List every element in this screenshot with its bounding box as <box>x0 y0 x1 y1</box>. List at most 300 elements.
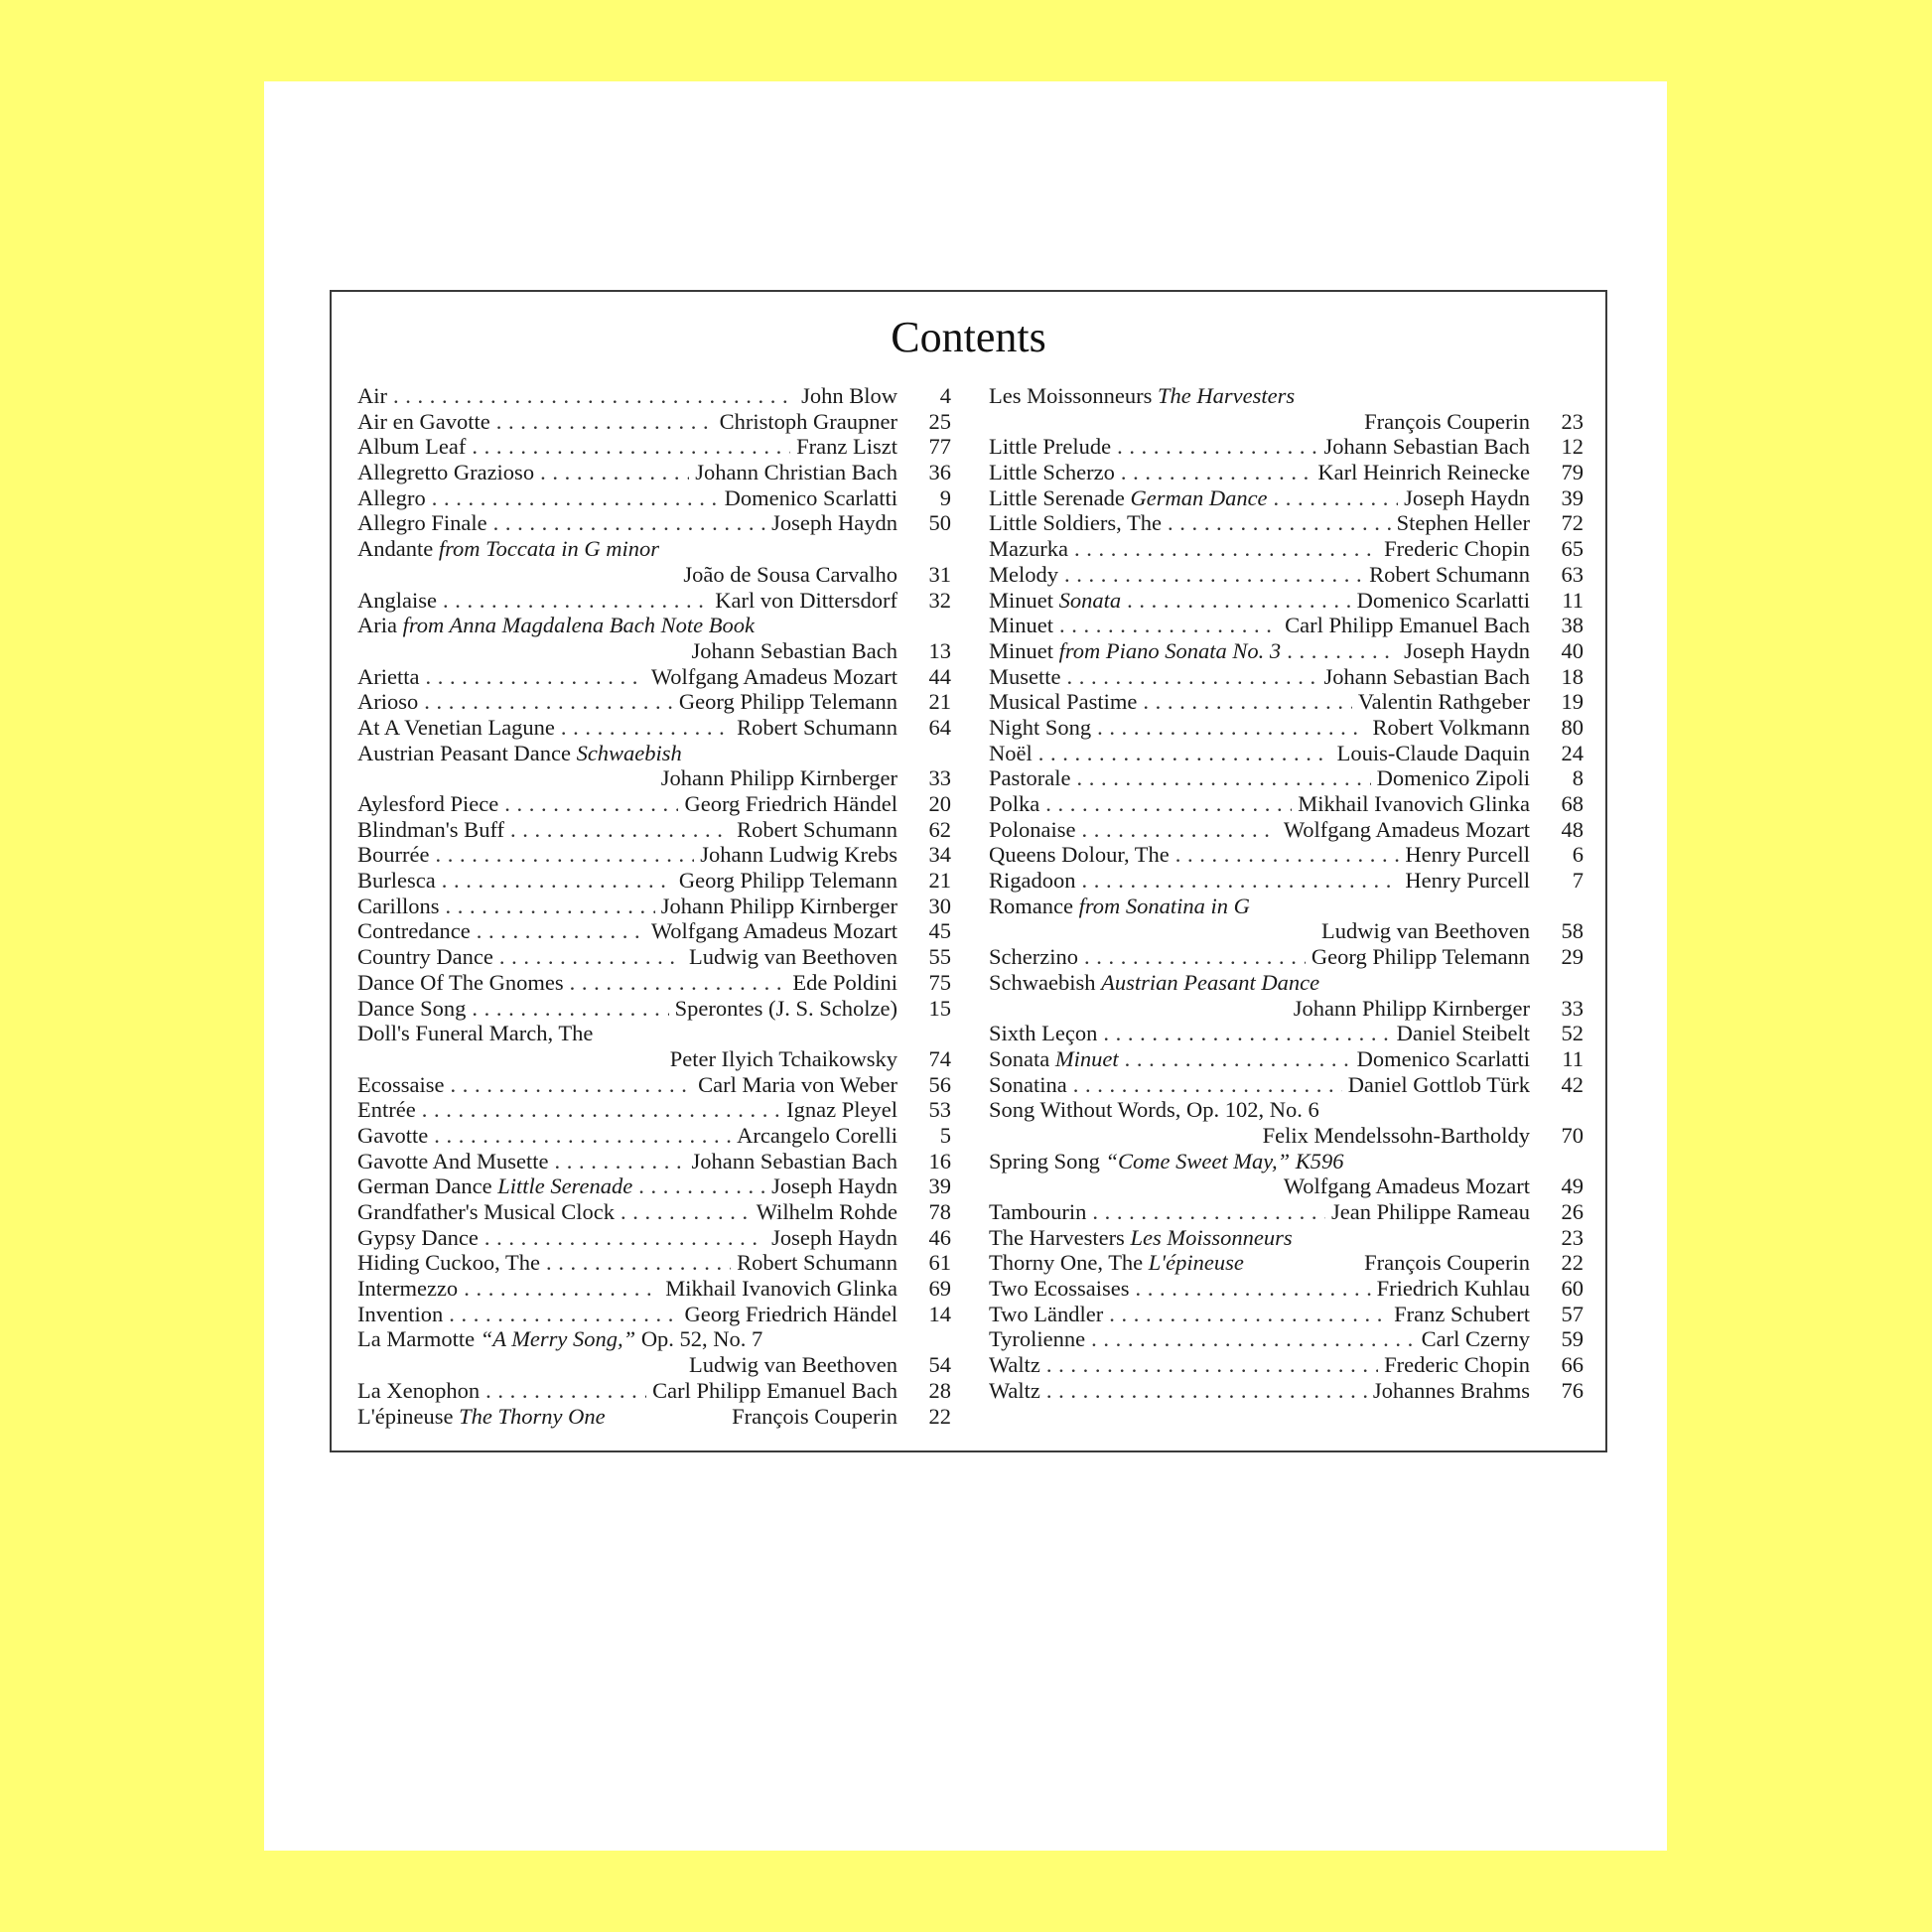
dot-leader <box>546 1250 731 1276</box>
entry-title <box>357 1302 443 1327</box>
contents-entry <box>989 1149 1584 1174</box>
entry-page-number: 40 <box>1561 637 1584 663</box>
dot-leader <box>1091 1326 1416 1352</box>
dot-leader <box>493 510 766 536</box>
entry-title <box>357 894 440 919</box>
entry-subtitle: Little Serenade <box>497 1173 633 1199</box>
entry-title-text: Pastorale <box>989 765 1071 791</box>
entry-title <box>989 765 1070 791</box>
entry-title-text: L'épineuse <box>357 1403 454 1429</box>
dot-leader <box>499 944 683 970</box>
dot-leader <box>446 894 655 919</box>
entry-title <box>357 1276 458 1302</box>
entry-title-text: Austrian Peasant Dance <box>357 740 571 765</box>
contents-entry <box>989 383 1584 409</box>
entry-title <box>357 996 466 1022</box>
entry-title-text: Invention <box>357 1301 444 1326</box>
dot-leader <box>510 817 731 843</box>
entry-title <box>989 1276 1130 1302</box>
entry-title <box>357 1378 480 1404</box>
contents-entry <box>357 638 951 664</box>
entry-title-text: Musical Pastime <box>989 689 1138 715</box>
contents-entry <box>357 1326 951 1352</box>
entry-title-text: Andante <box>357 536 434 562</box>
contents-entry <box>989 1326 1584 1352</box>
entry-page-number: 46 <box>928 1224 951 1250</box>
entry-title <box>357 1123 428 1149</box>
entry-title-text: Queens Dolour, The <box>989 842 1170 868</box>
entry-title-tail: Op. 52, No. 7 <box>635 1326 763 1352</box>
entry-composer: Valentin Rathgeber <box>1357 689 1530 715</box>
contents-entry <box>357 510 951 536</box>
entry-title <box>989 894 1250 919</box>
entry-title-text: Little Scherzo <box>989 460 1115 485</box>
entry-page-number: 50 <box>928 510 951 536</box>
entry-composer: Carl Czerny <box>1421 1326 1530 1352</box>
contents-entry <box>357 1378 951 1404</box>
entry-title <box>989 1097 1319 1123</box>
entry-composer: Domenico Zipoli <box>1376 765 1530 791</box>
contents-entry <box>989 765 1584 791</box>
dot-leader <box>1109 1302 1388 1327</box>
contents-entry <box>357 1276 951 1302</box>
entry-title <box>357 536 659 562</box>
entry-composer: Johann Philipp Kirnberger <box>1293 995 1530 1021</box>
dot-leader <box>1136 1276 1371 1302</box>
contents-entry <box>989 1072 1584 1098</box>
entry-page-number: 79 <box>1561 460 1584 485</box>
entry-title <box>989 1302 1103 1327</box>
entry-composer: Johann Philipp Kirnberger <box>660 765 897 791</box>
entry-title <box>357 664 419 690</box>
contents-entry <box>989 1046 1584 1072</box>
contents-entry <box>989 460 1584 485</box>
entry-title <box>357 1097 416 1123</box>
entry-page-number: 59 <box>1561 1326 1584 1352</box>
entry-title-text: Arietta <box>357 663 420 689</box>
entry-title <box>989 1326 1085 1352</box>
dot-leader <box>1097 715 1366 741</box>
entry-title-text: Minuet <box>989 613 1053 638</box>
contents-entry <box>989 613 1584 638</box>
entry-title <box>357 485 426 511</box>
entry-page-number: 48 <box>1561 816 1584 842</box>
contents-entry <box>989 1250 1584 1276</box>
entry-title-text: Gypsy Dance <box>357 1224 479 1250</box>
contents-entry <box>357 562 951 588</box>
contents-entry <box>357 536 951 562</box>
entry-title-text: Ecossaise <box>357 1071 445 1097</box>
entry-subtitle: Sonata <box>1058 587 1122 613</box>
dot-leader <box>1084 944 1306 970</box>
entry-title-text: Two Ländler <box>989 1301 1104 1326</box>
entry-title-text: Schwaebish <box>989 969 1096 995</box>
dot-leader <box>424 689 673 715</box>
entry-composer: Franz Liszt <box>796 434 897 460</box>
entry-title <box>989 510 1162 536</box>
entry-title-text: Dance Song <box>357 995 467 1021</box>
entry-title <box>357 1149 548 1174</box>
entry-page-number: 77 <box>928 434 951 460</box>
entry-subtitle: “A Merry Song,” <box>480 1326 636 1352</box>
entry-composer: Carl Maria von Weber <box>698 1071 897 1097</box>
entry-title-text: Waltz <box>989 1377 1040 1403</box>
dot-leader <box>1274 485 1399 511</box>
entry-composer: Henry Purcell <box>1405 842 1530 868</box>
entry-composer: Friedrich Kuhlau <box>1376 1276 1530 1302</box>
entry-title-text: Gavotte And Musette <box>357 1148 549 1173</box>
entry-subtitle: Minuet <box>1054 1045 1119 1071</box>
dot-leader <box>1168 510 1391 536</box>
entry-title-text: Dance Of The Gnomes <box>357 969 564 995</box>
contents-entry <box>357 1021 951 1046</box>
contents-column-right <box>989 383 1584 1404</box>
entry-page-number: 39 <box>928 1173 951 1199</box>
entry-page-number: 11 <box>1562 1045 1584 1071</box>
contents-entry <box>357 460 951 485</box>
entry-title-text: German Dance <box>357 1173 492 1199</box>
contents-entry <box>989 894 1584 919</box>
contents-entry <box>357 1097 951 1123</box>
entry-page-number: 33 <box>928 765 951 791</box>
entry-title-text: Doll's Funeral March, The <box>357 1021 594 1046</box>
entry-title <box>357 1225 479 1251</box>
entry-title-text: Little Serenade <box>989 484 1125 510</box>
entry-composer: Joseph Haydn <box>771 1224 897 1250</box>
contents-entry <box>357 409 951 435</box>
entry-composer: Wolfgang Amadeus Mozart <box>650 663 897 689</box>
contents-entry <box>357 1404 951 1430</box>
entry-composer: Mikhail Ivanovich Glinka <box>1298 791 1530 816</box>
entry-composer: Mikhail Ivanovich Glinka <box>665 1276 897 1302</box>
entry-page-number: 8 <box>1572 765 1584 791</box>
dot-leader <box>1103 1021 1390 1046</box>
entry-title-text: Arioso <box>357 689 419 715</box>
entry-title <box>357 817 504 843</box>
entry-title-text: The Harvesters <box>989 1224 1125 1250</box>
entry-page-number: 64 <box>928 714 951 740</box>
dot-leader <box>434 1123 731 1149</box>
dot-leader <box>540 460 689 485</box>
dot-leader <box>477 918 645 944</box>
entry-page-number: 70 <box>1561 1122 1584 1148</box>
entry-page-number: 21 <box>928 689 951 715</box>
dot-leader <box>570 970 787 996</box>
dot-leader <box>450 1072 692 1098</box>
entry-composer: Robert Schumann <box>737 816 897 842</box>
dot-leader <box>504 791 678 817</box>
contents-entry <box>357 817 951 843</box>
dot-leader <box>472 996 668 1022</box>
entry-title-text: Les Moissonneurs <box>989 383 1153 408</box>
entry-page-number: 14 <box>928 1301 951 1326</box>
entry-title <box>989 434 1111 460</box>
entry-title-text: La Marmotte <box>357 1326 476 1352</box>
entry-page-number: 4 <box>939 383 951 408</box>
entry-title <box>989 1149 1344 1174</box>
entry-composer: Georg Philipp Telemann <box>678 689 897 715</box>
dot-leader <box>464 1276 659 1302</box>
entry-title <box>357 791 498 817</box>
entry-title <box>989 1072 1067 1098</box>
entry-composer: Sperontes (J. S. Scholze) <box>674 995 897 1021</box>
dot-leader <box>1082 868 1400 894</box>
contents-entry <box>357 689 951 715</box>
contents-entry <box>357 1302 951 1327</box>
entry-page-number: 25 <box>928 408 951 434</box>
entry-composer: Henry Purcell <box>1405 868 1530 894</box>
contents-entry <box>357 1123 951 1149</box>
entry-title-text: Sonatina <box>989 1071 1067 1097</box>
entry-title <box>357 918 471 944</box>
entry-page-number: 32 <box>928 587 951 613</box>
entry-title <box>989 536 1068 562</box>
contents-entry <box>357 588 951 614</box>
dot-leader <box>561 715 731 741</box>
entry-composer: Ede Poldini <box>792 969 897 995</box>
contents-entry <box>989 715 1584 741</box>
contents-entry <box>989 868 1584 894</box>
entry-subtitle: Les Moissonneurs <box>1130 1224 1293 1250</box>
entry-composer: Johann Ludwig Krebs <box>700 842 897 868</box>
contents-entry <box>989 536 1584 562</box>
entry-composer: Johann Sebastian Bach <box>691 1148 897 1173</box>
dot-leader <box>435 842 694 868</box>
entry-composer: Robert Schumann <box>1369 561 1530 587</box>
entry-title <box>357 970 564 996</box>
dot-leader <box>1121 460 1312 485</box>
entry-page-number: 49 <box>1561 1173 1584 1199</box>
entry-composer: João de Sousa Carvalho <box>683 561 897 587</box>
entry-page-number: 23 <box>1561 1224 1584 1250</box>
entry-page-number: 29 <box>1561 944 1584 970</box>
entry-page-number: 58 <box>1561 918 1584 944</box>
dot-leader <box>443 588 709 614</box>
entry-page-number: 53 <box>928 1097 951 1123</box>
entry-composer: François Couperin <box>1364 1250 1530 1276</box>
entry-composer: Franz Schubert <box>1394 1301 1530 1326</box>
entry-title <box>989 1046 1119 1072</box>
dot-leader <box>1074 536 1378 562</box>
entry-title <box>989 1225 1293 1251</box>
entry-title <box>989 460 1115 485</box>
contents-frame <box>330 290 1607 1452</box>
entry-title-text: Rigadoon <box>989 868 1076 894</box>
entry-composer: Joseph Haydn <box>771 1173 897 1199</box>
entry-title <box>989 741 1033 766</box>
entry-composer: Joseph Haydn <box>1404 637 1530 663</box>
entry-composer: Daniel Steibelt <box>1396 1021 1530 1046</box>
contents-entry <box>989 562 1584 588</box>
entry-page-number: 22 <box>928 1403 951 1429</box>
entry-composer: Domenico Scarlatti <box>1356 1045 1530 1071</box>
entry-subtitle: The Harvesters <box>1158 383 1296 408</box>
contents-entry <box>357 868 951 894</box>
contents-entry <box>357 1199 951 1225</box>
page-title: Contents <box>891 313 1046 361</box>
contents-entry <box>989 1276 1584 1302</box>
entry-composer: Karl von Dittersdorf <box>715 587 897 613</box>
entry-composer: Robert Schumann <box>737 714 897 740</box>
entry-title <box>357 588 437 614</box>
entry-title-text: Scherzino <box>989 944 1078 970</box>
entry-composer: Domenico Scarlatti <box>1356 587 1530 613</box>
entry-title-text: Grandfather's Musical Clock <box>357 1199 615 1224</box>
entry-title <box>989 817 1076 843</box>
entry-page-number: 15 <box>928 995 951 1021</box>
entry-page-number: 60 <box>1561 1276 1584 1302</box>
entry-title <box>357 1250 540 1276</box>
contents-entry <box>357 664 951 690</box>
entry-title <box>989 842 1170 868</box>
entry-page-number: 11 <box>1562 587 1584 613</box>
entry-title-text: Burlesca <box>357 868 436 894</box>
entry-title-text: Entrée <box>357 1097 416 1123</box>
entry-title-text: Allegro <box>357 484 426 510</box>
entry-page-number: 62 <box>928 816 951 842</box>
entry-title <box>989 944 1078 970</box>
entry-title <box>989 1199 1086 1225</box>
dot-leader <box>496 409 714 435</box>
entry-title <box>357 1404 606 1430</box>
entry-title-text: Minuet <box>989 587 1053 613</box>
entry-composer: Wolfgang Amadeus Mozart <box>1283 816 1530 842</box>
entry-title-text: Anglaise <box>357 587 437 613</box>
contents-entry <box>989 1123 1584 1149</box>
contents-entry <box>989 588 1584 614</box>
entry-page-number: 21 <box>928 868 951 894</box>
entry-composer: Johann Philipp Kirnberger <box>660 893 897 918</box>
entry-title <box>357 1173 632 1199</box>
contents-entry <box>357 1046 951 1072</box>
entry-title <box>357 1072 444 1098</box>
entry-composer: Robert Volkmann <box>1372 714 1530 740</box>
entry-title-text: Gavotte <box>357 1122 429 1148</box>
contents-entry <box>357 944 951 970</box>
entry-title-text: Mazurka <box>989 536 1068 562</box>
entry-title-text: Musette <box>989 663 1061 689</box>
entry-composer: Christoph Graupner <box>719 408 897 434</box>
entry-title <box>989 613 1053 638</box>
dot-leader <box>425 664 644 690</box>
entry-page-number: 19 <box>1561 689 1584 715</box>
entry-page-number: 20 <box>928 791 951 816</box>
dot-leader <box>1046 1378 1367 1404</box>
entry-title-text: Waltz <box>989 1352 1040 1378</box>
entry-title-text: Aylesford Piece <box>357 791 499 816</box>
entry-page-number: 39 <box>1561 484 1584 510</box>
entry-composer: Johann Sebastian Bach <box>691 637 897 663</box>
entry-composer: Wilhelm Rohde <box>756 1199 897 1224</box>
entry-page-number: 69 <box>928 1276 951 1302</box>
entry-title-text: Carillons <box>357 893 440 918</box>
entry-title <box>357 409 490 435</box>
entry-page-number: 31 <box>928 561 951 587</box>
entry-composer: Louis-Claude Daquin <box>1336 740 1530 765</box>
contents-entry <box>989 842 1584 868</box>
entry-title-text: Spring Song <box>989 1148 1100 1173</box>
contents-entry <box>357 613 951 638</box>
dot-leader <box>1046 1352 1378 1378</box>
entry-composer: Daniel Gottlob Türk <box>1347 1071 1530 1097</box>
entry-title-text: Night Song <box>989 714 1092 740</box>
entry-page-number: 12 <box>1561 434 1584 460</box>
entry-subtitle: Austrian Peasant Dance <box>1101 969 1320 995</box>
dot-leader <box>1092 1199 1325 1225</box>
entry-composer: Ludwig van Beethoven <box>689 1352 897 1378</box>
entry-composer: Johann Sebastian Bach <box>1323 663 1530 689</box>
entry-title-text: Country Dance <box>357 944 493 970</box>
contents-entry <box>357 1072 951 1098</box>
entry-page-number: 13 <box>928 637 951 663</box>
entry-composer: Ludwig van Beethoven <box>689 944 897 970</box>
contents-entry <box>989 741 1584 766</box>
contents-entry <box>357 741 951 766</box>
contents-entry <box>989 638 1584 664</box>
entry-subtitle: from Sonatina in G <box>1078 893 1250 918</box>
entry-subtitle: from Piano Sonata No. 3 <box>1058 637 1282 663</box>
entry-subtitle: “Come Sweet May,” K596 <box>1105 1148 1344 1173</box>
entry-page-number: 75 <box>928 969 951 995</box>
entry-composer: Peter Ilyich Tchaikowsky <box>669 1045 897 1071</box>
entry-title <box>989 383 1295 409</box>
contents-entry <box>357 996 951 1022</box>
entry-page-number: 80 <box>1561 714 1584 740</box>
entry-title <box>357 1199 615 1225</box>
entry-composer: Wolfgang Amadeus Mozart <box>1283 1173 1530 1199</box>
contents-entry <box>989 970 1584 996</box>
entry-title <box>989 970 1319 996</box>
entry-title-text: Melody <box>989 561 1058 587</box>
entry-composer: Jean Philippe Rameau <box>1331 1199 1530 1224</box>
dot-leader <box>1064 562 1363 588</box>
entry-title-text: Blindman's Buff <box>357 816 505 842</box>
dot-leader <box>485 1378 646 1404</box>
contents-entry <box>357 1149 951 1174</box>
entry-composer: Domenico Scarlatti <box>724 484 897 510</box>
entry-title <box>989 1352 1040 1378</box>
entry-title-text: Hiding Cuckoo, The <box>357 1250 540 1276</box>
entry-title <box>989 562 1058 588</box>
entry-title <box>989 791 1039 817</box>
entry-title <box>357 689 418 715</box>
contents-entry <box>357 765 951 791</box>
contents-entry <box>989 1173 1584 1199</box>
contents-entry <box>357 383 951 409</box>
entry-page-number: 24 <box>1561 740 1584 765</box>
dot-leader <box>621 1199 751 1225</box>
dot-leader <box>1117 434 1317 460</box>
contents-entry <box>989 1302 1584 1327</box>
entry-title <box>357 510 487 536</box>
contents-entry <box>989 1225 1584 1251</box>
entry-title <box>989 588 1121 614</box>
dot-leader <box>554 1149 685 1174</box>
entry-composer: Arcangelo Corelli <box>737 1122 897 1148</box>
entry-title <box>357 1326 762 1352</box>
entry-title <box>989 689 1137 715</box>
entry-page-number: 54 <box>928 1352 951 1378</box>
entry-subtitle: L'épineuse <box>1148 1250 1244 1276</box>
dot-leader <box>1038 741 1331 766</box>
entry-composer: Georg Friedrich Händel <box>684 1301 897 1326</box>
entry-page-number: 57 <box>1561 1301 1584 1326</box>
entry-page-number: 36 <box>928 460 951 485</box>
entry-title-text: Noël <box>989 740 1033 765</box>
entry-composer: François Couperin <box>732 1403 897 1429</box>
entry-page-number: 61 <box>928 1250 951 1276</box>
entry-title <box>989 664 1061 690</box>
